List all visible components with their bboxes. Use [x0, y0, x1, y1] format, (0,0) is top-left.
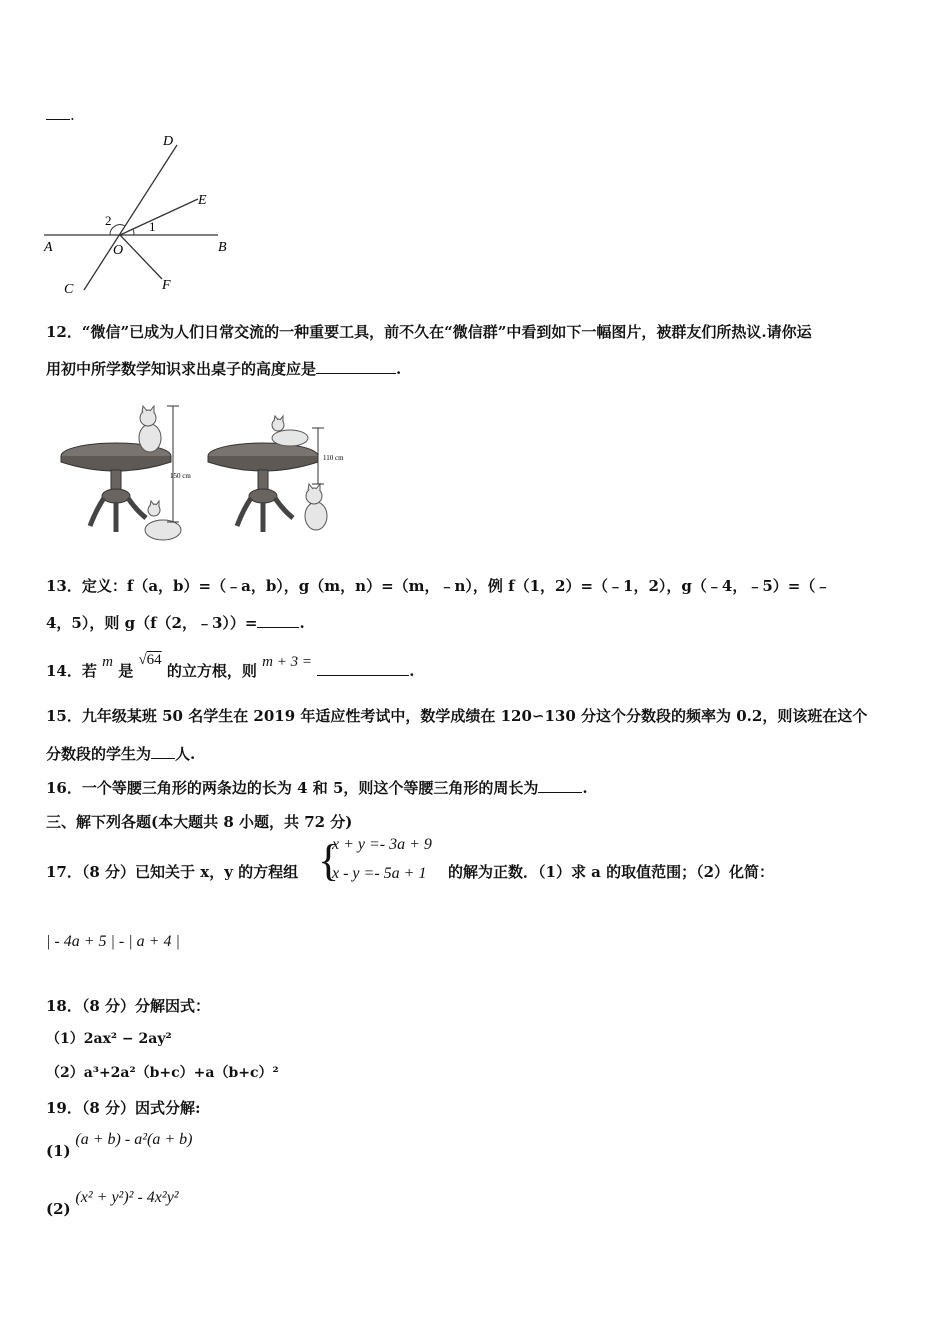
ray-of: [120, 235, 162, 279]
label-e: E: [198, 193, 207, 208]
question-15-line-2: 分数段的学生为 人.: [46, 745, 196, 763]
answer-blank: [317, 660, 409, 676]
question-13-line-1: 13．定义：f（a，b）=（﹣a，b），g（m，n）=（m，﹣n），例 f（1，2）=（﹣1，2），g（﹣4，﹣5）=（﹣: [46, 577, 831, 595]
question-12-line-1: 12．“微信”已成为人们日常交流的一种重要工具，前不久在“微信群”中看到如下一幅图片，被群友们所热议.请你运: [46, 323, 812, 341]
question-19-part-2: (2) (x² + y²)² - 4x²y²: [46, 1189, 179, 1218]
equation-1: x + y =- 3a + 9: [332, 836, 432, 853]
label-150cm: 150 cm: [170, 472, 191, 480]
question-19-part-1: (1) (a + b) - a²(a + b): [46, 1131, 193, 1160]
cat-on-floor: [145, 501, 181, 540]
label-d: D: [163, 134, 174, 149]
answer-blank: [151, 743, 175, 759]
label-angle-1: 1: [149, 219, 156, 234]
label-o: O: [113, 243, 124, 258]
question-17-expression: | - 4a + 5 | - | a + 4 |: [46, 933, 180, 950]
answer-blank: [46, 104, 70, 120]
cat-sitting-on-floor: [305, 484, 327, 530]
system-brace: {: [318, 836, 340, 885]
equation-2: x - y =- 5a + 1: [332, 865, 427, 882]
label-c: C: [64, 282, 74, 297]
top-fragment: .: [46, 104, 75, 124]
left-table: [61, 406, 191, 540]
angle-arc-1: [133, 229, 134, 235]
section-3-heading: 三、解下列各题(本大题共 8 小题，共 72 分): [46, 813, 353, 831]
label-110cm: 110 cm: [323, 454, 344, 462]
question-15-line-1: 15．九年级某班 50 名学生在 2019 年适应性考试中，数学成绩在 120∽130 分这个分数段的频率为 0.2，则该班在这个: [46, 707, 868, 725]
table-cat-illustration: [58, 398, 368, 548]
question-18-title: 18．（8 分）分解因式：: [46, 997, 211, 1015]
question-12-line-2: 用初中所学数学知识求出桌子的高度应是 .: [46, 360, 402, 378]
answer-blank: [316, 358, 396, 374]
label-a: A: [44, 240, 53, 255]
question-19-title: 19．（8 分）因式分解:: [46, 1099, 201, 1117]
angle-figure: [40, 125, 245, 300]
label-angle-2: 2: [105, 213, 112, 228]
label-b: B: [218, 240, 227, 255]
question-14: 14．若 m 是 √64 的立方根，则 m + 3 = .: [46, 652, 415, 680]
line-cd: [84, 145, 177, 290]
cat-on-table: [139, 406, 161, 452]
question-18-part-1: （1）2ax² − 2ay²: [46, 1031, 172, 1047]
answer-blank: [257, 612, 299, 628]
cat-lying-on-table: [272, 416, 308, 446]
right-table: [208, 416, 344, 532]
ray-oe: [120, 199, 198, 235]
question-18-part-2: （2）a³+2a²（b+c）+a（b+c）²: [46, 1065, 279, 1081]
question-17: 17．（8 分）已知关于 x，y 的方程组 { x + y =- 3a + 9 x - y =- 5a + 1 的解为正数．（1）求 a 的取值范围；（2）化简：: [46, 836, 775, 885]
question-13-line-2: 4，5），则 g（f（2，﹣3））= .: [46, 614, 305, 632]
answer-blank: [538, 777, 582, 793]
sqrt-64: √64: [138, 652, 162, 668]
question-16: 16．一个等腰三角形的两条边的长为 4 和 5，则这个等腰三角形的周长为 .: [46, 779, 588, 797]
label-f: F: [162, 278, 171, 293]
